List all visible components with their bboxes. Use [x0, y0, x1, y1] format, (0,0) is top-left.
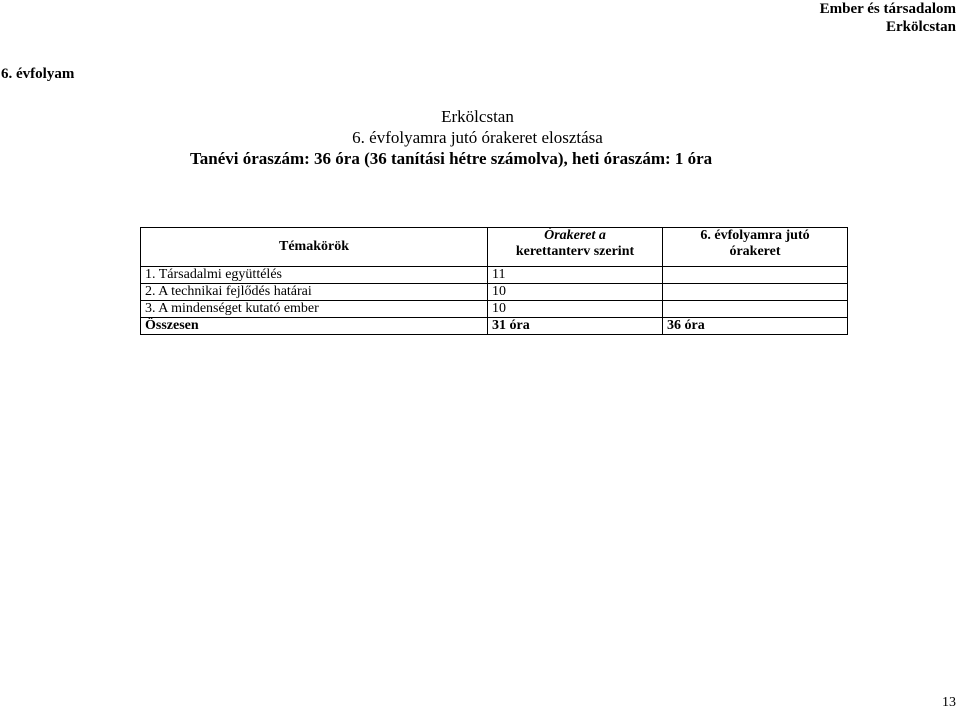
- row-grade-hours: [663, 267, 848, 284]
- total-grade-hours: 36 óra: [663, 318, 848, 335]
- header-grade-line1: 6. évfolyamra jutó: [700, 228, 810, 243]
- header-grade-hours: [663, 228, 848, 267]
- row-frame-hours: 10: [488, 284, 663, 301]
- title-block: [0, 106, 959, 169]
- header-frame-line2: kerettanterv szerint: [515, 244, 635, 259]
- row-grade-hours: [663, 301, 848, 318]
- title-annual-hours: Tanévi óraszám: 36 óra (36 tanítási hétre számolva), heti óraszám: 1 óra: [190, 149, 713, 168]
- table-row: [141, 301, 848, 318]
- row-frame-hours: 11: [488, 267, 663, 284]
- header-frame-line1: Órakeret a: [544, 228, 606, 243]
- table-header-row: [141, 228, 848, 267]
- table-total-row: [141, 318, 848, 335]
- row-frame-hours: 10: [488, 301, 663, 318]
- total-label: Összesen: [141, 318, 488, 335]
- row-topic: 2. A technikai fejlődés határai: [141, 284, 488, 301]
- page-header: [820, 0, 956, 36]
- row-topic: 1. Társadalmi együttélés: [141, 267, 488, 284]
- title-allocation: 6. évfolyamra jutó órakeret elosztása: [352, 128, 603, 147]
- title-subject: Erkölcstan: [441, 107, 514, 126]
- total-frame-hours: 31 óra: [488, 318, 663, 335]
- row-grade-hours: [663, 284, 848, 301]
- row-topic: 3. A mindenséget kutató ember: [141, 301, 488, 318]
- header-grade-line2: órakeret: [729, 244, 781, 259]
- header-subject: Erkölcstan: [885, 19, 956, 35]
- grade-label: 6. évfolyam: [1, 66, 75, 82]
- hours-table: [140, 227, 848, 335]
- header-subject-area: Ember és társadalom: [819, 1, 956, 17]
- table-row: [141, 284, 848, 301]
- header-frame-hours: [488, 228, 663, 267]
- page-number: 13: [942, 695, 956, 710]
- header-topics: Témakörök: [141, 228, 488, 267]
- table-row: [141, 267, 848, 284]
